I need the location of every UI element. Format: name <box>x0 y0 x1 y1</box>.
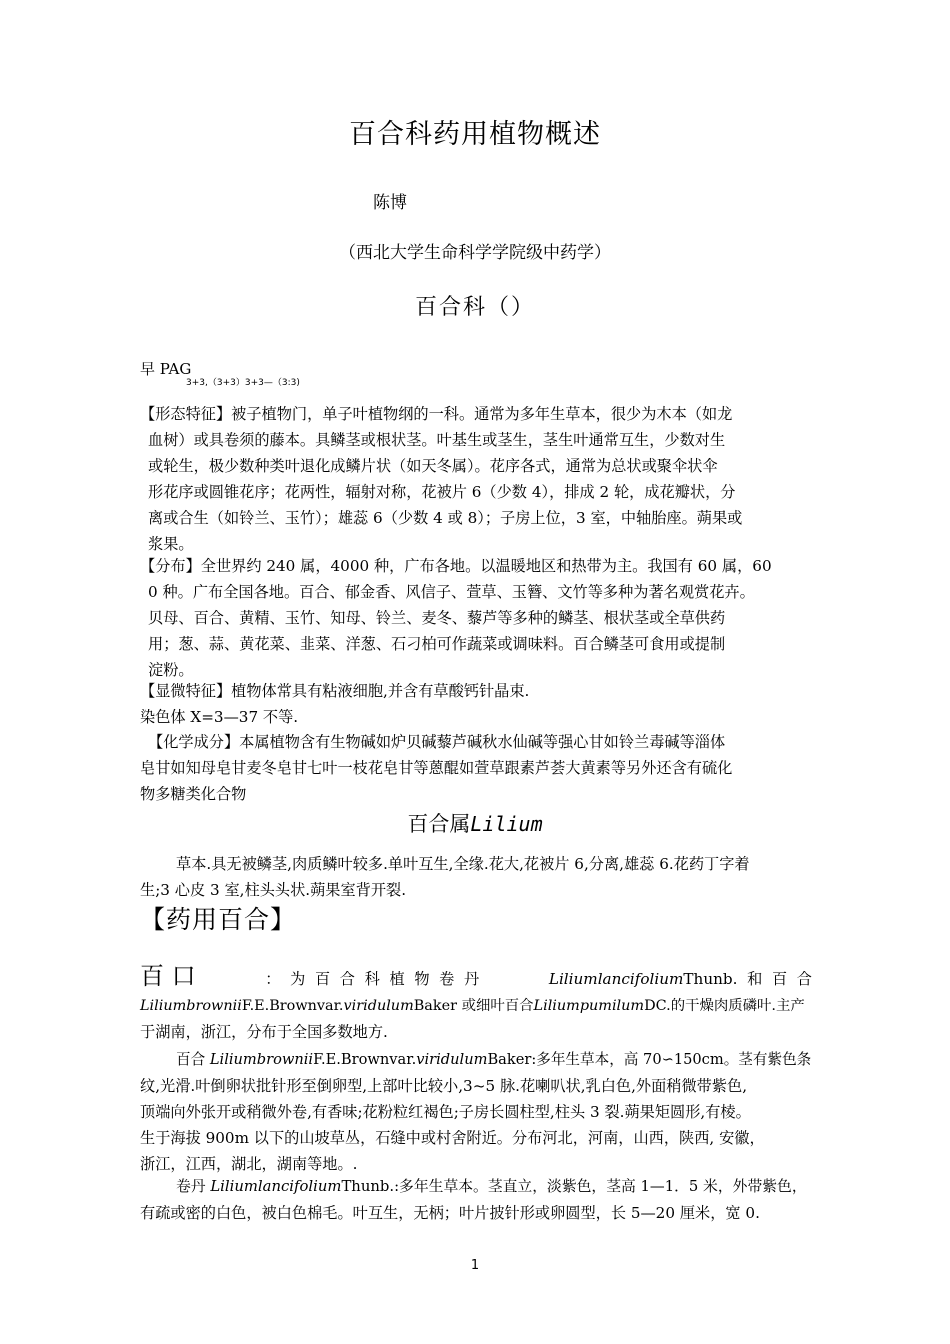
morphology-line: 或轮生，极少数种类叶退化成鳞片状（如天冬属）。花序各式，通常为总状或聚伞状伞 <box>148 457 718 475</box>
author-name: 陈博 <box>373 193 407 213</box>
section-heading: 【药用百合】 <box>140 905 297 934</box>
latin-name: Liliumbrownii <box>140 998 242 1014</box>
baihe-line <box>140 993 812 1019</box>
brownii-prefix: 百合 <box>176 1051 206 1068</box>
latin-name: viridulum <box>343 998 414 1014</box>
genus-heading-latin: Lilium <box>470 812 543 836</box>
brownii-line: 浙江，江西，湖北，湖南等地。. <box>140 1155 358 1173</box>
latin-name: Liliumlancifolium <box>210 1178 342 1195</box>
floral-formula: 早 PAG <box>140 360 192 378</box>
baihe-line: 于湖南，浙江，分布于全国多数地方. <box>140 1023 388 1041</box>
brownii-line <box>140 1047 812 1073</box>
lancifolium-text: Thunb.:多年生草本。茎直立，淡紫色，茎高 1—1．5 米，外带紫色， <box>341 1178 807 1195</box>
page-number: 1 <box>470 1258 480 1273</box>
baihe-text: Thunb. 和 百 合 <box>683 970 812 988</box>
genus-heading-cn: 百合属 <box>407 812 471 836</box>
family-heading: 百合科（） <box>414 295 535 320</box>
chemistry-line: 皂甘如知母皂甘麦冬皂甘七叶一枝花皂甘等蒽醌如萱草跟素芦荟大黄素等另外还含有硫化 <box>140 759 733 777</box>
baihe-text: DC.的干燥肉质磷叶.主产 <box>644 998 805 1014</box>
brownii-line: 生于海拔 900m 以下的山坡草丛，石缝中或村舍附近。分布河北，河南，山西，陕西, 安徽， <box>140 1129 765 1147</box>
brownii-text: F.E.Brownvar. <box>313 1051 417 1068</box>
latin-name: Liliumlancifolium <box>548 970 684 988</box>
baihe-paragraph <box>140 962 812 1045</box>
distribution-line: 用；葱、蒜、黄花菜、韭菜、洋葱、石刁柏可作蔬菜或调味料。百合鳞茎可食用或提制 <box>148 635 726 653</box>
morphology-paragraph <box>140 401 742 557</box>
baihe-text: Baker 或细叶百合 <box>413 998 534 1014</box>
morphology-line: 形花序或圆锥花序；花两性，辐射对称，花被片 6（少数 4），排成 2 轮，成花瓣状，分 <box>148 483 736 501</box>
genus-desc-line: 生;3 心皮 3 室,柱头头状.蒴果室背开裂. <box>140 881 407 899</box>
floral-formula-subscript: 3+3,（3+3）3+3—（3:3) <box>186 378 300 388</box>
genus-description <box>140 851 750 903</box>
baihe-line <box>140 962 812 993</box>
chromosome-line: 染色体 X=3—37 不等. <box>140 708 299 726</box>
chemistry-line: 【化学成分】本属植物含有生物碱如炉贝碱藜芦碱秋水仙碱等强心甘如铃兰毒碱等淄体 <box>148 733 726 751</box>
chemistry-line: 物多糖类化合物 <box>140 785 247 803</box>
lancifolium-paragraph <box>140 1174 812 1226</box>
author-affiliation: （西北大学生命科学学院级中药学） <box>339 243 611 263</box>
distribution-line: 淀粉。 <box>148 661 194 679</box>
morphology-line: 血树）或具卷须的藤本。具鳞茎或根状茎。叶基生或茎生，茎生叶通常互生，少数对生 <box>148 431 726 449</box>
distribution-line: 贝母、百合、黄精、玉竹、知母、铃兰、麦冬、藜芦等多种的鳞茎、根状茎或全草供药 <box>148 609 726 627</box>
brownii-text: Baker:多年生草本，高 70∽150cm。茎有紫色条 <box>487 1051 812 1068</box>
brownii-line: 纹,光滑.叶倒卵状批针形至倒卵型,上部叶比较小,3~5 脉.花喇叭状,乳白色,外面稍微带紫色, <box>140 1077 748 1095</box>
morphology-line: 【形态特征】被子植物门，单子叶植物纲的一科。通常为多年生草本，很少为木本（如龙 <box>140 405 733 423</box>
lancifolium-line <box>140 1174 812 1200</box>
distribution-line: 0 种。广布全国各地。百合、郁金香、风信子、萱草、玉簪、文竹等多种为著名观赏花卉。 <box>148 583 755 601</box>
genus-desc-line: 草本.具无被鳞茎,肉质鳞叶较多.单叶互生,全缘.花大,花被片 6,分离,雄蕊 6.花药丁字着 <box>176 855 750 873</box>
baihe-term: 百 口 <box>140 962 196 990</box>
distribution-line: 【分布】全世界约 240 属，4000 种，广布各地。以温暖地区和热带为主。我国有 60 属，60 <box>140 557 772 575</box>
baihe-text: F.E.Brownvar. <box>241 998 344 1014</box>
brownii-line: 顶端向外张开或稍微外卷,有香味;花粉粒红褐色;子房长圆柱型,柱头 3 裂.蒴果矩圆形,有棱。 <box>140 1103 751 1121</box>
latin-name: Liliumpumilum <box>533 998 645 1014</box>
chemistry-paragraph <box>140 729 732 807</box>
microscopy-paragraph <box>140 678 529 730</box>
microscopy-line: 【显微特征】植物体常具有粘液细胞,并含有草酸钙针晶束. <box>140 682 530 700</box>
page-title: 百合科药用植物概述 <box>349 119 601 150</box>
latin-name: Liliumbrownii <box>209 1051 314 1068</box>
brownii-paragraph <box>140 1047 812 1177</box>
baihe-text: ： 为 百 合 科 植 物 卷 丹 <box>265 970 480 988</box>
distribution-paragraph <box>140 553 772 683</box>
latin-name: viridulum <box>416 1051 488 1068</box>
morphology-line: 浆果。 <box>148 535 194 553</box>
morphology-line: 离或合生（如铃兰、玉竹）；雄蕊 6（少数 4 或 8）；子房上位，3 室，中轴胎座。蒴果或 <box>148 509 743 527</box>
lancifolium-prefix: 卷丹 <box>176 1178 206 1195</box>
genus-heading <box>0 808 950 838</box>
lancifolium-line: 有疏或密的白色，被白色棉毛。叶互生，无柄；叶片披针形或卵圆型，长 5—20 厘米，宽 0. <box>140 1204 760 1222</box>
